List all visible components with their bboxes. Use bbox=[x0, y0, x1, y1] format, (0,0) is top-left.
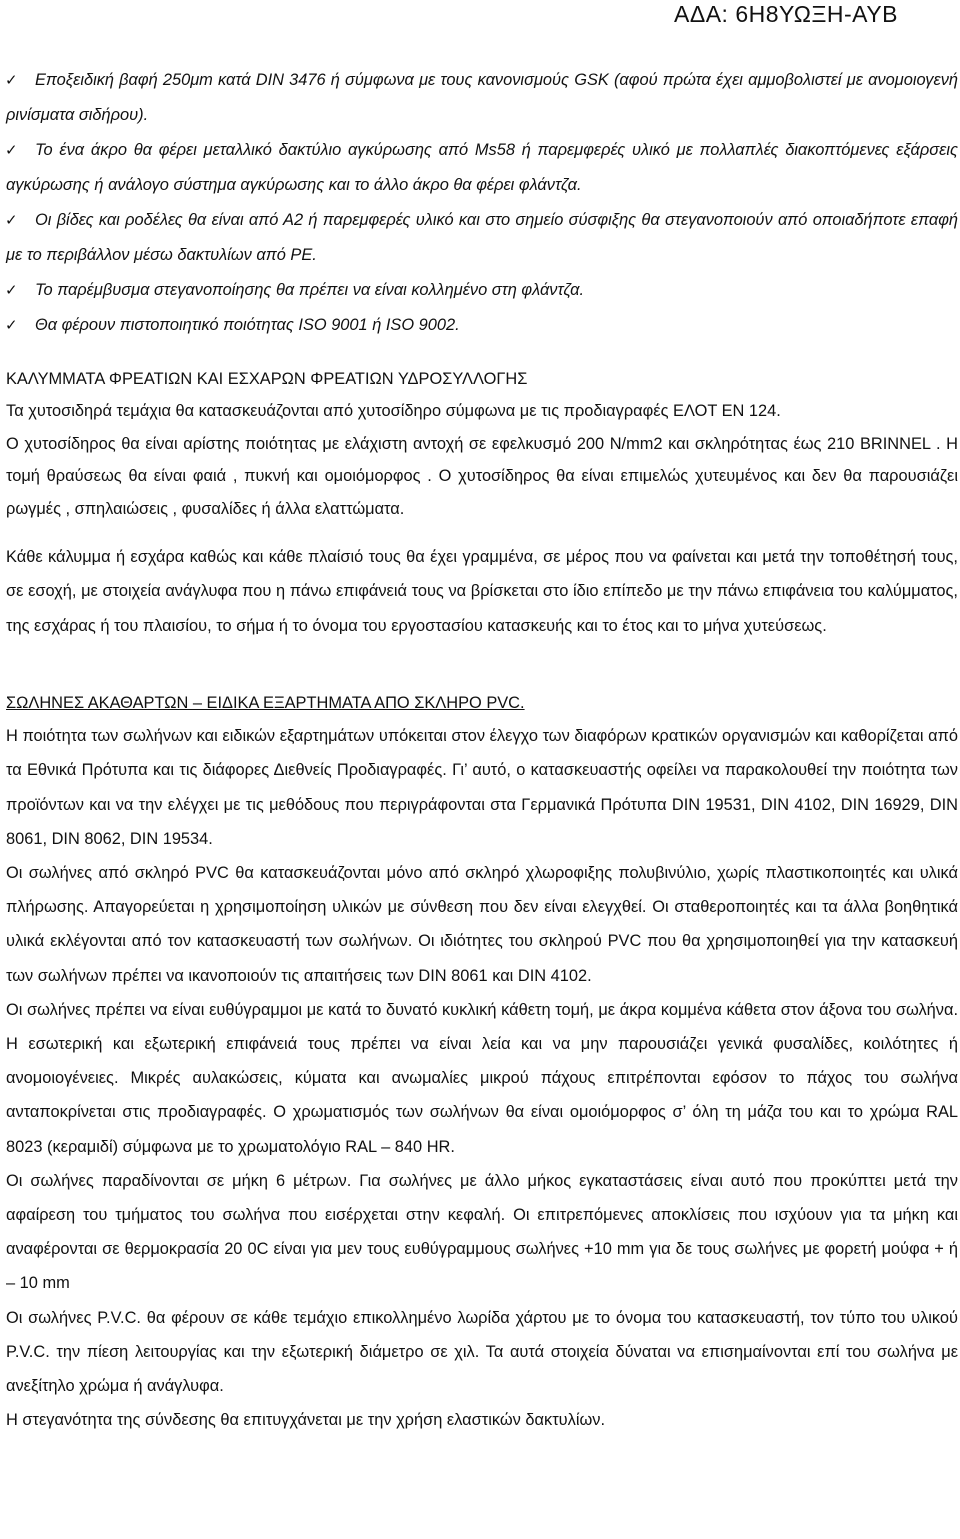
checkmark-icon: ✓ bbox=[5, 282, 18, 299]
section-heading: ΚΑΛΥΜΜΑΤΑ ΦΡΕΑΤΙΩΝ ΚΑΙ ΕΣΧΑΡΩΝ ΦΡΕΑΤΙΩΝ ΥΔΡΟΣΥΛΛΟΓΗΣ bbox=[6, 370, 528, 388]
list-item: ✓ Το παρέμβυσμα στεγανοποίησης θα πρέπει να είναι κολλημένο στη φλάντζα. bbox=[6, 273, 958, 308]
paragraph: Τα χυτοσιδηρά τεμάχια θα κατασκευάζονται από χυτοσίδηρο σύμφωνα με τις προδιαγραφές ΕΛΟΤ ΕΝ 124. bbox=[6, 402, 781, 420]
paragraph: Οι σωλήνες P.V.C. θα φέρουν σε κάθε τεμάχιο επικολλημένο λωρίδα χάρτου με το όνομα του κατασκευαστή, τον τύπο του υλικού P.V.C. την πίεση λειτουργίας και την εξωτερική διάμετρο σε χιλ. Τα αυτά στοιχεία δύναται να επισημαίνονται επί του σωλήνα με ανεξίτηλο χρώμα ή ανάγλυφα. bbox=[6, 1308, 958, 1396]
checkmark-icon: ✓ bbox=[5, 72, 18, 89]
section-covers bbox=[6, 363, 958, 643]
paragraph: Οι σωλήνες από σκληρό PVC θα κατασκευάζονται μόνο από σκληρό χλωροφιξης πολυβινύλιο, χωρίς πλαστικοποιητές και υλικά πλήρωσης. Απαγορεύεται η χρησιμοποίηση υλικών με σύνθεση που δεν είναι ελεγχθεί. Οι σταθεροποιητές και τα άλλα βοηθητικά υλικά εκλέγονται από τον κατασκευαστή των σωλήνων. Οι ιδιότητες του σκληρού PVC που θα χρησιμοποιηθεί για την κατασκευή των σωλήνων πρέπει να ικανοποιούν τις απαιτήσεις των DIN 8061 και DIN 4102. bbox=[6, 864, 958, 985]
checkmark-icon: ✓ bbox=[5, 142, 18, 159]
document-body bbox=[6, 63, 958, 1437]
list-item: ✓ Θα φέρουν πιστοποιητικό ποιότητας ISO 9001 ή ISO 9002. bbox=[6, 308, 958, 343]
requirements-checklist bbox=[6, 63, 958, 343]
paragraph: Η στεγανότητα της σύνδεσης θα επιτυγχάνεται με την χρήση ελαστικών δακτυλίων. bbox=[6, 1411, 606, 1430]
checkmark-icon: ✓ bbox=[5, 317, 18, 334]
paragraph: Οι σωλήνες παραδίνονται σε μήκη 6 μέτρων. Για σωλήνες με άλλο μήκος εγκαταστάσεις είναι αυτό που προκύπτει μετά την αφαίρεση του τμήματος του σωλήνα που εισέρχεται στην κεφαλή. Οι επιτρεπόμενες αποκλίσεις που ισχύουν για τα μήκη και αναφέρονται σε θερμοκρασία 20 0C είναι για μεν τους ευθύγραμμους σωλήνες +10 mm για δε τους σωλήνες με φορετή μούφα + ή – 10 mm bbox=[6, 1171, 958, 1293]
paragraph: Οι σωλήνες πρέπει να είναι ευθύγραμμοι με κατά το δυνατό κυκλική κάθετη τομή, με άκρα κομμένα κάθετα στον άξονα του σωλήνα. Η εσωτερική και εξωτερική επιφάνειά τους πρέπει να είναι λεία και να μην παρουσιάζει γενικά φυσαλίδες, κοιλότητες ή ανομοιογένειες. Μικρές αυλακώσεις, κύματα και ανωμαλίες μικρού πάχους επιτρέπονται εφόσον το πάχος του σωλήνα ανταποκρίνεται στις προδιαγραφές. Ο χρωματισμός των σωλήνων θα είναι ομοιόμορφος σ’ όλη τη μάζα του και το χρώμα RAL 8023 (κεραμιδί) σύμφωνα με το χρωματολόγιο RAL – 840 HR. bbox=[6, 1000, 958, 1156]
list-item: ✓ Το ένα άκρο θα φέρει μεταλλικό δακτύλιο αγκύρωσης από Ms58 ή παρεμφερές υλικό με πολλαπλές διακοπτόμενες εξάρσεις αγκύρωσης ή ανάλογο σύστημα αγκύρωσης και το άλλο άκρο θα φέρει φλάντζα. bbox=[6, 133, 958, 203]
paragraph: Κάθε κάλυμμα ή εσχάρα καθώς και κάθε πλαίσιό τους θα έχει γραμμένα, σε μέρος που να φαίνεται και μετά την τοποθέτησή τους, σε εσοχή, με στοιχεία ανάγλυφα που η πάνω επιφάνειά τους να βρίσκεται στο ίδιο επίπεδο με την πάνω επιφάνεια του καλύμματος, της εσχάρας ή του πλαισίου, το σήμα ή το όνομα του εργοστασίου κατασκευής και το έτος και το μήνα χυτεύσεως. bbox=[6, 548, 958, 635]
checkmark-icon: ✓ bbox=[5, 212, 18, 229]
document-code: ΑΔΑ: 6Η8ΥΩΞΗ-ΑΥΒ bbox=[674, 1, 898, 27]
list-item: ✓ Οι βίδες και ροδέλες θα είναι από Α2 ή παρεμφερές υλικό και στο σημείο σύσφιξης θα στεγανοποιούν από οποιαδήποτε επαφή με το περιβάλλον μέσω δακτυλίων από PE. bbox=[6, 203, 958, 273]
paragraph: Ο χυτοσίδηρος θα είναι αρίστης ποιότητας με ελάχιστη αντοχή σε εφελκυσμό 200 N/mm2 και σκληρότητας έως 210 BRINNEL . Η τομή θραύσεως θα είναι φαιά , πυκνή και ομοιόμορφος . Ο χυτοσίδηρος θα είναι επιμελώς χυτευμένος και δεν θα παρουσιάζει ρωγμές , σπηλαιώσεις , φυσαλίδες ή άλλα ελαττώματα. bbox=[6, 434, 958, 518]
section-pipes bbox=[6, 687, 958, 1437]
paragraph: Η ποιότητα των σωλήνων και ειδικών εξαρτημάτων υπόκειται στον έλεγχο των διαφόρων κρατικών οργανισμών και καθορίζεται από τα Εθνικά Πρότυπα και τις διάφορες Διεθνείς Προδιαγραφές. Γι’ αυτό, ο κατασκευαστής οφείλει να παρακολουθεί την ποιότητα των προϊόντων και να την ελέγχει με τις μεθόδους που περιγράφονται στα Γερμανικά Πρότυπα DIN 19531, DIN 4102, DIN 16929, DIN 8061, DIN 8062, DIN 19534. bbox=[6, 727, 958, 848]
list-item: ✓ Εποξειδική βαφή 250μm κατά DIN 3476 ή σύμφωνα με τους κανονισμούς GSK (αφού πρώτα έχει αμμοβολιστεί με ανομοιογενή ρινίσματα σιδήρου). bbox=[6, 63, 958, 133]
section-heading: ΣΩΛΗΝΕΣ ΑΚΑΘΑΡΤΩΝ – ΕΙΔΙΚΑ ΕΞΑΡΤΗΜΑΤΑ ΑΠΟ ΣΚΛΗΡΟ PVC. bbox=[6, 694, 525, 713]
